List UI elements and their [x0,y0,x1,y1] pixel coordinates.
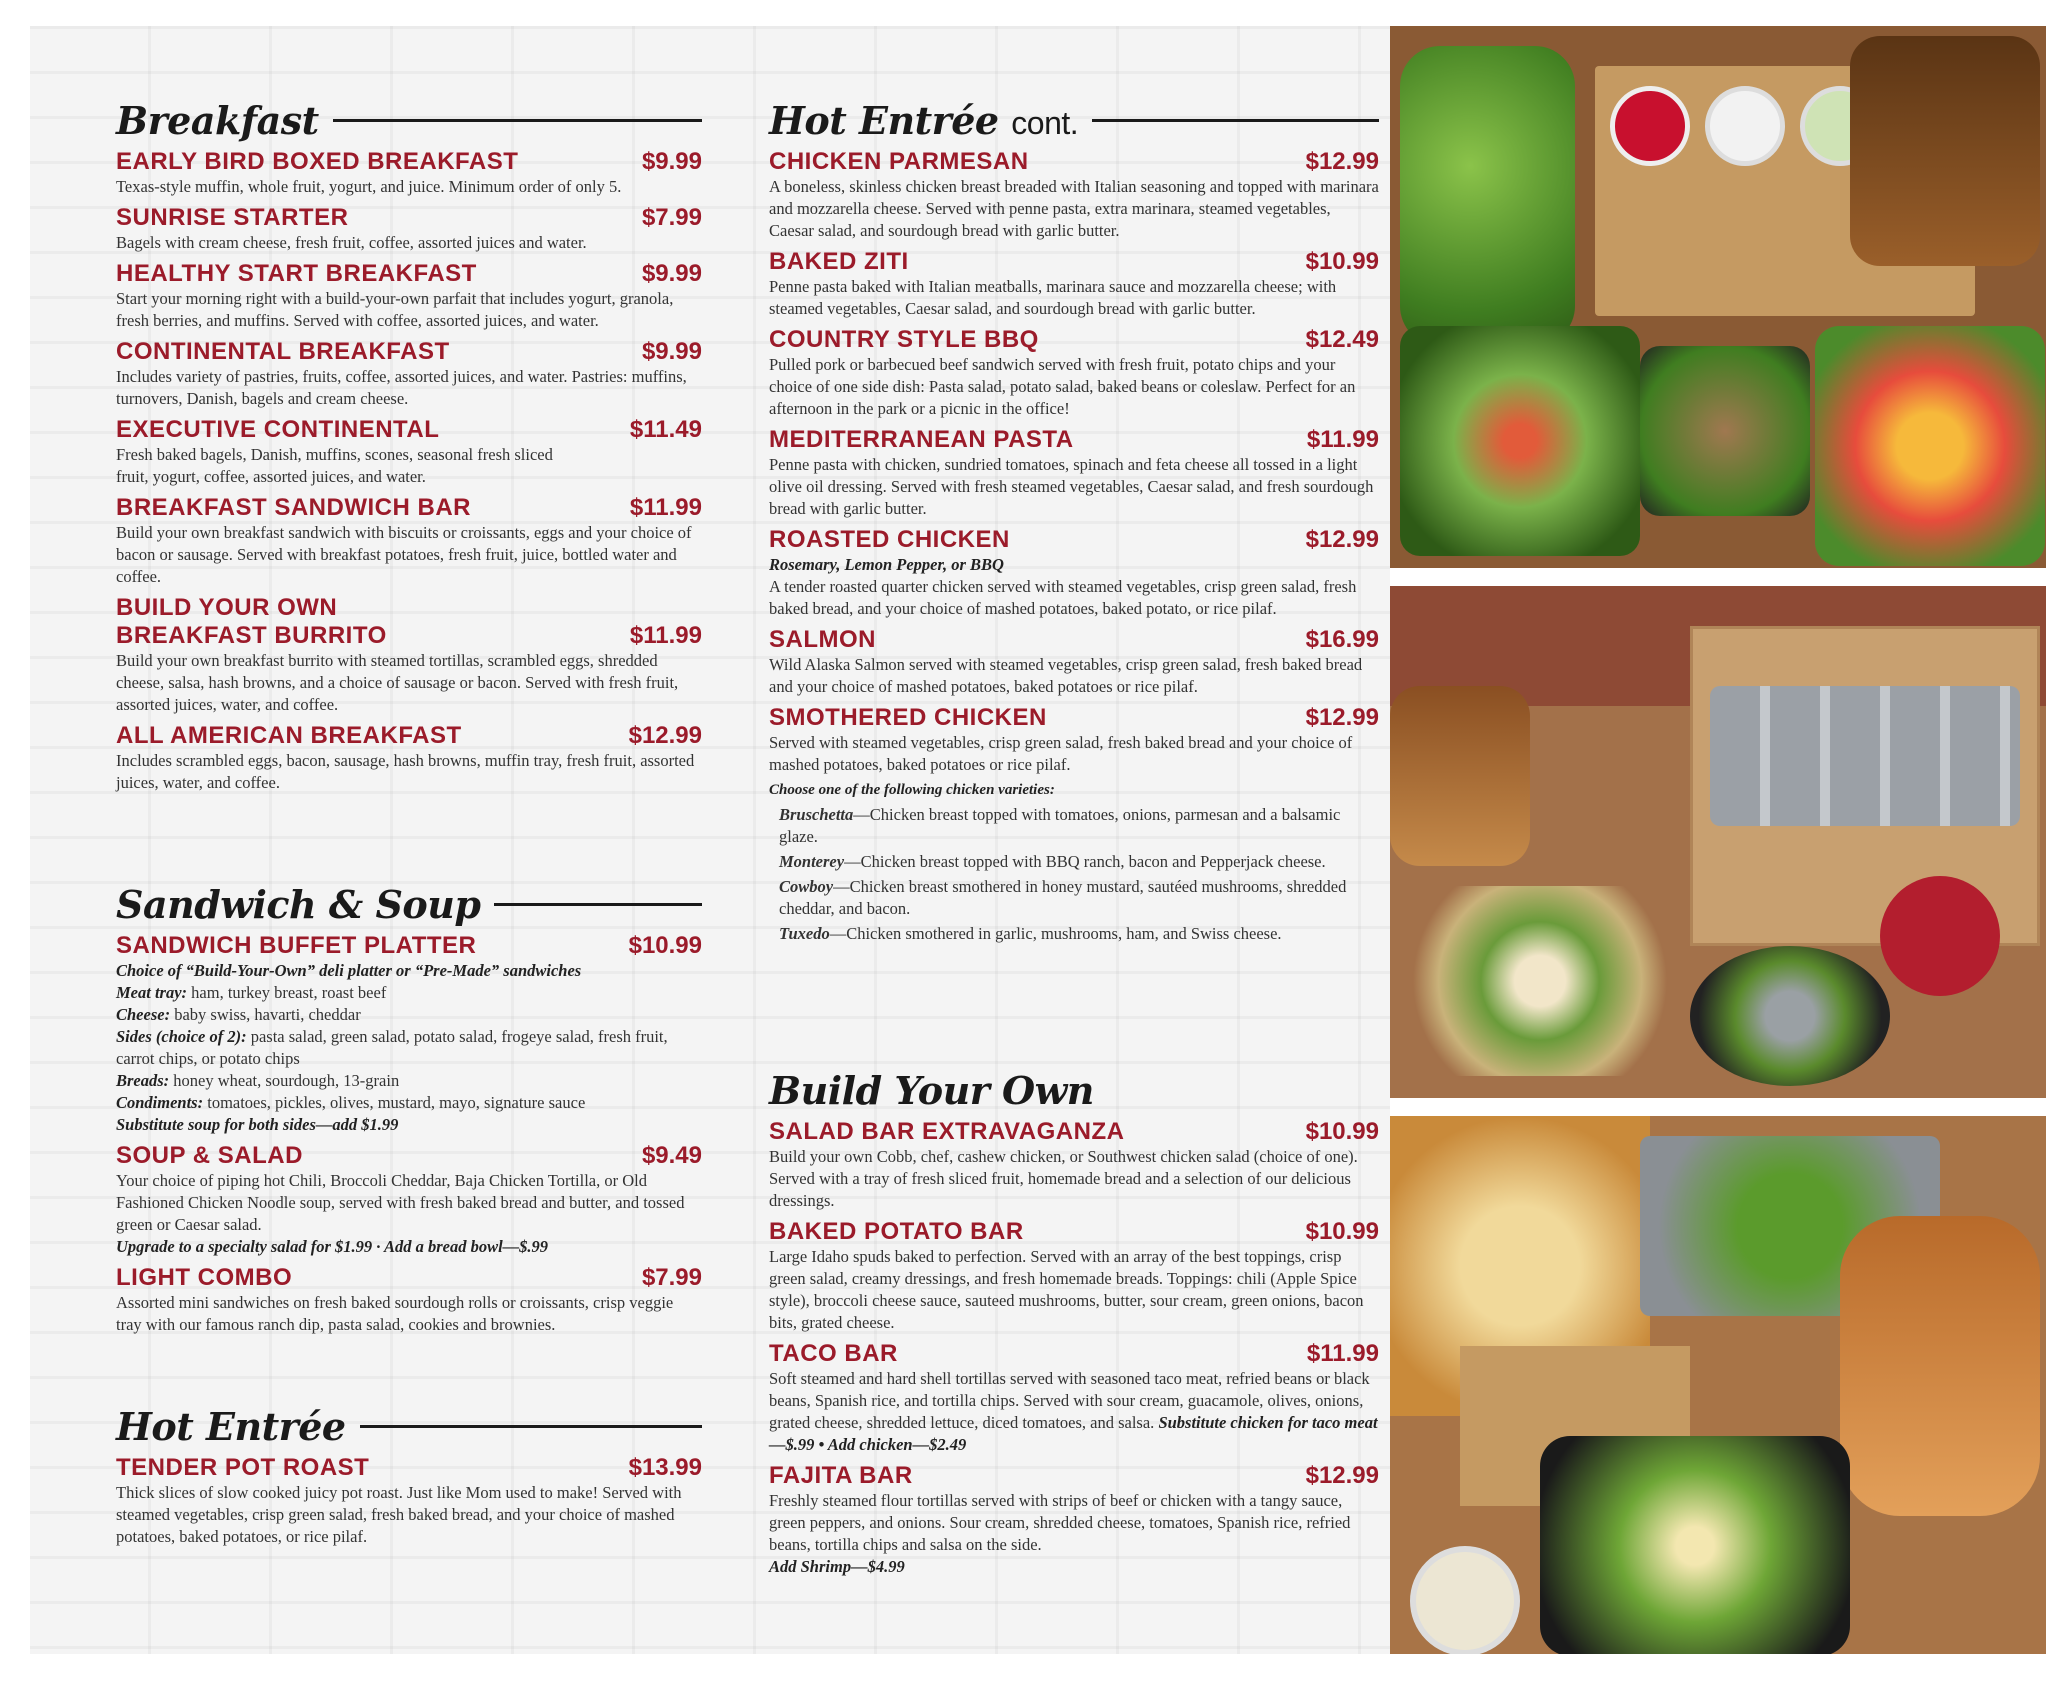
dressing-cup-image [1410,1546,1520,1654]
item-description: Large Idaho spuds baked to perfection. Served with an array of the best toppings, crisp green salad, creamy dressings, and fresh homemade breads. Toppings: chili (Apple Spice style), broccoli cheese sauce, sauteed mushrooms, butter, sour cream, green onions, bacon bits, grated cheese. [769,1247,1364,1332]
sandwich-heading [116,876,702,932]
condiments-label: Condiments: [116,1093,204,1112]
menu-item [769,148,1379,242]
item-description: Bagels with cream cheese, fresh fruit, coffee, assorted juices and water. [116,233,587,252]
section-title: Sandwich & Soup [116,881,481,927]
build-your-own-section [769,1062,1379,1578]
variety-desc: —Chicken breast topped with BBQ ranch, bacon and Pepperjack cheese. [844,852,1326,871]
item-price: $16.99 [1305,626,1379,653]
item-description [769,1368,1379,1456]
item-price: $9.49 [641,1142,702,1169]
section-title: Build Your Own [769,1067,1094,1113]
item-description: Texas-style muffin, whole fruit, yogurt, and juice. Minimum order of only 5. [116,177,622,196]
pasta-salad-photo [1390,1116,2046,1654]
variety-desc: —Chicken breast smothered in honey mustard, sautéed mushrooms, shredded cheddar, and bacon. [779,877,1347,918]
item-name: LIGHT COMBO [116,1264,293,1291]
condiments-value: tomatoes, pickles, olives, mustard, mayo, signature sauce [207,1093,586,1112]
menu-item [769,426,1379,520]
item-price: $7.99 [641,1264,702,1291]
item-name: MEDITERRANEAN PASTA [769,426,1074,453]
item-price: $11.99 [1306,426,1379,453]
hot-entree-section [116,1398,702,1548]
item-name: SUNRISE STARTER [116,204,349,231]
item-description: Assorted mini sandwiches on fresh baked sourdough rolls or croissants, crisp veggie tray with our famous ranch dip, pasta salad, cookies and brownies. [116,1293,674,1334]
item-description: Build your own breakfast burrito with steamed tortillas, scrambled eggs, shredded cheese, salsa, hash browns, and a choice of sausage or bacon. Served with fresh fruit, assorted juices, water, and coffee. [116,651,679,714]
menu-sheet [30,26,1390,1654]
item-price: $12.99 [1305,148,1379,175]
menu-item [116,148,702,198]
item-description: Build your own Cobb, chef, cashew chicken, or Southwest chicken salad (choice of one). Served with a tray of fresh sliced fruit, homemade bread and a selection of our delicious dressings. [769,1147,1358,1210]
section-title-suffix: cont. [1011,104,1079,141]
item-description: Start your morning right with a build-your-own parfait that includes yogurt, granola, fresh berries, and muffins. Served with coffee, assorted juices, and water. [116,289,674,330]
item-description: Freshly steamed flour tortillas served with strips of beef or chicken with a tangy sauce, green peppers, and onions. Sour cream, shredded cheese, tomatoes, Spanish rice, refried beans, tortilla chips and salsa on the side. [769,1491,1351,1554]
menu-item [769,248,1379,320]
item-description: Wild Alaska Salmon served with steamed vegetables, crisp green salad, fresh baked bread and your choice of mashed potatoes, baked potatoes or rice pilaf. [769,655,1363,696]
item-name-line2: BREAKFAST BURRITO [116,622,387,649]
menu-item [116,932,702,1136]
item-price: $10.99 [1305,1118,1379,1145]
variety-item [769,923,1379,945]
item-name: EXECUTIVE CONTINENTAL [116,416,440,443]
item-price: $11.99 [629,622,702,649]
item-name: TACO BAR [769,1340,898,1367]
build-your-own-heading [769,1062,1379,1118]
condiments-line [116,1092,702,1114]
item-name: ALL AMERICAN BREAKFAST [116,722,462,749]
item-name: SALMON [769,626,876,653]
item-description: Includes variety of pastries, fruits, coffee, assorted juices, and water. Pastries: muffins, turnovers, Danish, bagels and cream cheese. [116,367,687,408]
menu-item [116,594,702,716]
item-note: Substitute chicken for taco meat—$.99 • Add chicken—$2.49 [769,1413,1378,1454]
item-name: BAKED POTATO BAR [769,1218,1024,1245]
item-description: Served with steamed vegetables, crisp green salad, fresh baked bread and your choice of mashed potatoes, baked potatoes or rice pilaf. [769,733,1353,774]
item-description: Pulled pork or barbecued beef sandwich served with fresh fruit, potato chips and your choice of one side dish: Pasta salad, potato salad, baked beans or coleslaw. Perfect for an afternoon in the park or a picnic in the office! [769,355,1356,418]
item-price: $9.99 [641,148,702,175]
section-rule [494,903,702,906]
foil-potatoes-image [1710,686,2020,826]
section-rule [1092,119,1379,122]
cheese-label: Cheese: [116,1005,171,1024]
taco-desc: Soft steamed and hard shell tortillas served with seasoned taco meat, refried beans or black beans, Spanish rice, and tortilla chips. Served with sour cream, guacamole, olives, onions, grated cheese, shredded lettuce, diced tomatoes, and salsa. [769,1369,1370,1432]
menu-item [769,1118,1379,1212]
item-description: A tender roasted quarter chicken served with steamed vegetables, crisp green salad, fresh baked bread, and your choice of mashed potatoes, baked potato, or rice pilaf. [769,577,1357,618]
menu-item [769,326,1379,420]
item-description: Fresh baked bagels, Danish, muffins, scones, seasonal fresh sliced fruit, yogurt, coffee, assorted juices, and water. [116,445,553,486]
variety-item [769,851,1379,873]
section-rule [333,119,702,122]
item-price: $10.99 [1305,248,1379,275]
menu-item [769,526,1379,620]
item-description: Penne pasta with chicken, sundried tomatoes, spinach and feta cheese all tossed in a light olive oil dressing. Served with fresh steamed vegetables, Caesar salad, and fresh sourdough bread with garlic butter. [769,455,1374,518]
item-note: Add Shrimp—$4.99 [769,1557,905,1576]
menu-item [769,1340,1379,1456]
item-name: HEALTHY START BREAKFAST [116,260,477,287]
item-name: SOUP & SALAD [116,1142,303,1169]
variety-item [769,804,1379,848]
item-note: Upgrade to a specialty salad for $1.99 · Add a bread bowl—$.99 [116,1237,549,1256]
item-price: $12.99 [628,722,702,749]
sides-label: Sides (choice of 2): [116,1027,247,1046]
item-name: SALAD BAR EXTRAVAGANZA [769,1118,1125,1145]
section-title-main: Hot Entrée [769,97,999,143]
baked-potato-plate-image [1690,946,1890,1086]
item-note: Substitute soup for both sides—add $1.99 [116,1115,399,1134]
bread-loaf-image [1840,1216,2040,1516]
cheese-value: baby swiss, havarti, cheddar [174,1005,361,1024]
hot-entree-cont-heading [769,92,1379,148]
hot-entree-cont-section [769,92,1379,945]
hot-entree-heading [116,1398,702,1454]
item-name: COUNTRY STYLE BBQ [769,326,1039,353]
variety-item [769,876,1379,920]
fruit-tray-image [1815,326,2045,566]
item-price: $9.99 [641,260,702,287]
variety-desc: —Chicken smothered in garlic, mushrooms, ham, and Swiss cheese. [829,924,1282,943]
item-description: Penne pasta baked with Italian meatballs, marinara sauce and mozzarella cheese; with steamed vegetables, Caesar salad, and sourdough bread with garlic butter. [769,277,1337,318]
breads-value: honey wheat, sourdough, 13-grain [173,1071,400,1090]
section-rule [360,1425,702,1428]
item-name: BREAKFAST SANDWICH BAR [116,494,471,521]
item-name: SMOTHERED CHICKEN [769,704,1047,731]
item-price: $13.99 [628,1454,702,1481]
item-name: BAKED ZITI [769,248,909,275]
item-name: FAJITA BAR [769,1462,913,1489]
menu-item [769,1218,1379,1334]
apple-spice-sticker [1880,876,2000,996]
item-price: $10.99 [1305,1218,1379,1245]
item-name: BUILD YOUR OWN [116,594,338,621]
section-rule [1108,1089,1379,1092]
variety-name: Tuxedo [779,924,830,943]
menu-item [116,204,702,254]
sides-value: pasta salad, green salad, potato salad, frogeye salad, fresh fruit, carrot chips, or potato chips [116,1027,668,1068]
sandwich-soup-section [116,876,702,1336]
item-description: Includes scrambled eggs, bacon, sausage, hash browns, muffin tray, fresh fruit, assorted juices, water, and coffee. [116,751,695,792]
item-price: $11.99 [1306,1340,1379,1367]
item-price: $7.99 [641,204,702,231]
item-price: $11.99 [629,494,702,521]
section-title: Breakfast [116,97,319,143]
section-title [769,98,1078,143]
menu-item [769,1462,1379,1578]
meat-value: ham, turkey breast, roast beef [191,983,387,1002]
menu-item [116,1264,702,1336]
variety-name: Monterey [779,852,845,871]
dressing-cup-image [1705,86,1785,166]
menu-item [116,1142,702,1258]
item-name: CHICKEN PARMESAN [769,148,1029,175]
item-options: Rosemary, Lemon Pepper, or BBQ [769,555,1004,574]
item-price: $10.99 [628,932,702,959]
salad-spread-photo [1390,26,2046,568]
item-price: $9.99 [641,338,702,365]
item-name: SANDWICH BUFFET PLATTER [116,932,477,959]
dressing-cup-image [1610,86,1690,166]
item-price: $12.99 [1305,526,1379,553]
menu-item [116,722,702,794]
varieties-intro: Choose one of the following chicken varieties: [769,782,1055,798]
breakfast-heading [116,92,702,148]
item-price: $12.99 [1305,704,1379,731]
item-price: $11.49 [629,416,702,443]
variety-name: Bruschetta [779,805,854,824]
item-name: CONTINENTAL BREAKFAST [116,338,450,365]
item-choice: Choice of “Build-Your-Own” deli platter or “Pre-Made” sandwiches [116,961,582,980]
item-name: EARLY BIRD BOXED BREAKFAST [116,148,519,175]
breakfast-section [116,92,702,794]
meat-label: Meat tray: [116,983,188,1002]
item-name: TENDER POT ROAST [116,1454,370,1481]
menu-item [116,1454,702,1548]
item-name: ROASTED CHICKEN [769,526,1010,553]
veggie-tray-image [1400,326,1640,556]
topping-cups-image [1400,886,1680,1076]
item-price: $12.49 [1305,326,1379,353]
item-price: $12.99 [1305,1462,1379,1489]
menu-item [116,338,702,410]
item-description: Build your own breakfast sandwich with biscuits or croissants, eggs and your choice of bacon or sausage. Served with breakfast potatoes, fresh fruit, juice, bottled water and coffee. [116,523,692,586]
menu-item [116,494,702,588]
sides-line [116,1026,702,1070]
salad-bowl-image [1400,46,1575,346]
item-description: Your choice of piping hot Chili, Broccoli Cheddar, Baja Chicken Tortilla, or Old Fashioned Chicken Noodle soup, served with fresh baked bread and butter, and tossed green or Caesar salad. [116,1171,685,1234]
menu-item [769,626,1379,698]
menu-item [116,260,702,332]
bread-loaf-image [1390,686,1530,866]
bread-loaf-image [1850,36,2040,266]
variety-desc: —Chicken breast topped with tomatoes, onions, parmesan and a balsamic glaze. [779,805,1341,846]
menu-item [116,416,702,488]
cheese-line [116,1004,702,1026]
variety-name: Cowboy [779,877,834,896]
chicken-salad-image [1640,346,1810,516]
item-description: A boneless, skinless chicken breast breaded with Italian seasoning and topped with marinara and mozzarella cheese. Served with penne pasta, extra marinara, steamed vegetables, Caesar salad, and sourdough bread with garlic butter. [769,177,1379,240]
item-description: Thick slices of slow cooked juicy pot roast. Just like Mom used to make! Served with steamed vegetables, crisp green salad, fresh baked bread, and your choice of mashed potatoes, baked potatoes, or rice pilaf. [116,1483,682,1546]
potato-bar-photo [1390,586,2046,1098]
menu-item [769,704,1379,945]
section-title: Hot Entrée [116,1403,346,1449]
breads-label: Breads: [116,1071,170,1090]
meat-line [116,982,702,1004]
caesar-salad-image [1540,1436,1850,1654]
breads-line [116,1070,702,1092]
